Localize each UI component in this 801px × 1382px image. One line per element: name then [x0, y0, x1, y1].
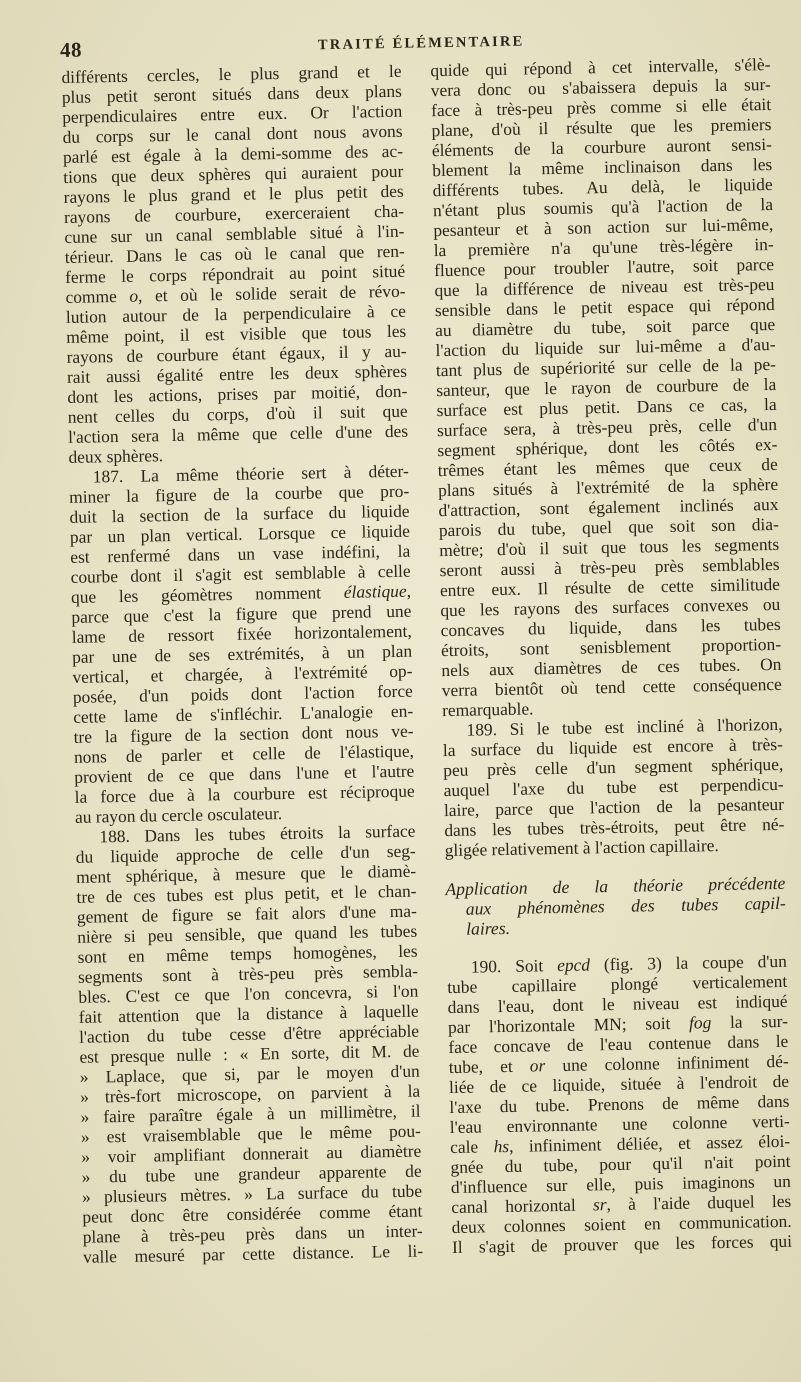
text-line: l'action sera la même que celle d'une des	[67, 420, 409, 447]
text-line: ment sphérique, à mesure que le diamè-	[75, 860, 417, 887]
text-segment: tube, et	[448, 1055, 530, 1078]
text-line: trêmes étant les mêmes que ceux de	[437, 453, 778, 481]
heading-line: Application de la théorie précédente	[445, 872, 786, 900]
text-line: éléments de la courbure auront sensi-	[431, 133, 773, 161]
text-line: que la différence de niveau est très-peu	[434, 273, 775, 301]
text-line: posée, d'un poids dont l'action force	[72, 680, 413, 707]
text-segment: , infiniment déliée, et assez éloi-	[508, 1130, 791, 1156]
page-number: 48	[59, 37, 83, 62]
text-line: concaves du liquide, dans les tubes	[440, 613, 781, 641]
text-line: plans situés à l'extrémité de la sphère	[437, 473, 779, 501]
text-line: » faire paraître égale à un millimètre, il	[80, 1100, 421, 1127]
text-line: sont en même temps homogènes, les	[77, 940, 418, 967]
text-line: 187. La même théorie sert à déter-	[92, 460, 409, 487]
heading-line: aux phénomènes des tubes capil-	[465, 892, 786, 919]
text-line: nière si peu sensible, que quand les tubes	[77, 920, 418, 947]
text-line: entre eux. Il résulte de cette similitude	[439, 573, 781, 601]
italic-text: or	[529, 1055, 546, 1076]
italic-text: epcd	[556, 954, 591, 976]
text-line: fluence pour troubler l'autre, soit parce	[433, 253, 775, 281]
text-line: différents tubes. Au delà, le liquide	[432, 173, 773, 201]
text-segment: la sur-	[711, 1010, 789, 1033]
text-line: valle mesuré par cette distance. Le li-	[82, 1240, 424, 1267]
text-line: auquel l'axe du tube est perpendicu-	[443, 773, 784, 801]
text-line: nels aux diamètres de ces tubes. On	[441, 653, 782, 681]
text-line: mètre; d'où il suit que tous les segments	[439, 533, 780, 561]
text-line: sensible dans le petit espace qui répond	[434, 293, 775, 321]
text-segment: 190. Soit	[470, 955, 558, 977]
text-line: térieur. Dans le cas où le canal que ren-	[64, 240, 405, 267]
text-line: laire, parce que l'action de la pesanteur	[443, 793, 785, 821]
text-line: tre la figure de la section dont nous ve-	[73, 720, 414, 747]
running-title: TRAITÉ ÉLÉMENTAIRE	[317, 33, 525, 54]
text-line: rayons le plus grand et le plus petit des	[63, 180, 404, 207]
paragraph	[61, 61, 408, 467]
italic-text: élastique	[343, 580, 407, 602]
text-segment: une colonne infiniment dé-	[545, 1050, 789, 1076]
text-line: 188. Dans les tubes étroits la surface	[99, 820, 416, 847]
text-line: vera donc ou s'abaissera depuis la sur-	[430, 73, 771, 101]
text-line: parlé est égale à la demi-somme des ac-	[62, 140, 404, 167]
text-line: dont les actions, prises par moitié, don-	[67, 380, 408, 407]
text-line: tions que deux sphères qui auraient pour	[63, 160, 404, 187]
text-segment: canal horizontal	[451, 1194, 594, 1218]
text-line: rait aussi égalité entre les deux sphères	[66, 360, 408, 387]
text-line: bles. C'est ce que l'on concevra, si l'on	[78, 980, 419, 1007]
text-line: segment sphérique, dont les côtés ex-	[437, 433, 778, 461]
text-line: n'étant plus soumis qu'à l'action de la	[432, 193, 774, 221]
text-line: perpendiculaires entre eux. Or l'action	[62, 100, 403, 127]
text-line: d'attraction, sont également inclinés aux	[438, 493, 779, 521]
text-line: différents cercles, le plus grand et le	[61, 60, 402, 87]
text-line: l'axe du tube. Prenons de même dans	[449, 1090, 790, 1118]
text-line: plane, d'où il résulte que les premiers	[431, 113, 772, 141]
text-line: parois du tube, quel que soit son dia-	[438, 513, 779, 541]
italic-text: hs	[493, 1135, 510, 1157]
text-line: deux sphères.	[68, 445, 164, 467]
text-line: nent celles du corps, d'où il suit que	[67, 400, 408, 427]
text-line: la première n'a qu'une très-légère in-	[433, 233, 774, 261]
text-line: lution autour de la perpendiculaire à ce	[65, 300, 407, 327]
text-line: Il s'agit de prouver que les forces qui	[451, 1230, 793, 1258]
text-segment: , et où le solide serait de révo-	[137, 280, 406, 306]
text-line: ferme le corps répondrait au point situé	[64, 260, 406, 287]
text-line: du liquide approche de celle d'un seg-	[75, 840, 416, 867]
text-line: » du tube une grandeur apparente de	[81, 1160, 422, 1187]
text-line: au diamètre du tube, soit parce que	[435, 313, 776, 341]
text-line: duit la section de la surface du liquide	[69, 500, 410, 527]
paragraph	[430, 54, 782, 720]
text-line: par une de ses extrémités, à un plan	[71, 640, 413, 667]
text-line: tant plus de supériorité sur celle de la pe-	[435, 353, 777, 381]
text-line: blement la même inclinaison dans les	[432, 153, 773, 181]
left-paragraphs	[61, 61, 423, 1267]
left-column	[61, 61, 423, 1267]
text-line: quide qui répond à cet intervalle, s'élè-	[430, 53, 771, 81]
italic-text: o	[129, 285, 139, 306]
section-heading	[445, 873, 786, 939]
right-paragraphs-after	[447, 951, 792, 1257]
text-line: l'eau environnante une colonne verti-	[449, 1110, 790, 1138]
text-line: par un plan vertical. Lorsque ce liquide	[69, 520, 411, 547]
text-line: » Laplace, que si, par le moyen d'un	[79, 1060, 420, 1087]
text-line: gligée relativement à l'action capillaire.	[444, 835, 719, 861]
text-line: pesanteur et à son action sur lui-même,	[433, 213, 774, 241]
text-line: miner la figure de la courbe que pro-	[69, 480, 410, 507]
text-line: surface sera, à très-peu près, celle d'un	[436, 413, 778, 441]
text-line: l'action du tube cesse d'être appréciable	[78, 1020, 420, 1047]
text-line: dans l'eau, dont le niveau est indiqué	[447, 990, 788, 1018]
right-paragraphs	[430, 54, 785, 860]
text-line: tre de ces tubes est plus petit, et le chan-	[76, 880, 417, 907]
text-segment: ,	[406, 580, 412, 601]
text-segment: que les géomètres nomment	[70, 581, 345, 607]
text-line: est renfermé dans un vase indéfini, la	[70, 540, 411, 567]
text-line: segments sont à très-peu près sembla-	[77, 960, 419, 987]
text-line: deux colonnes soient en communication.	[451, 1210, 792, 1238]
text-line: plus petit seront situés dans deux plans	[61, 80, 402, 107]
text-line: peu près celle d'un segment sphérique,	[443, 753, 784, 781]
text-line: cune sur un canal semblable situé à l'in-	[64, 220, 405, 247]
text-line: remarquable.	[441, 698, 534, 721]
text-line: santeur, que le rayon de courbure de la	[436, 373, 777, 401]
text-segment: comme	[65, 285, 130, 307]
text-line: verra bientôt où tend cette conséquence	[441, 673, 782, 701]
text-line: que les rayons des surfaces convexes ou	[440, 593, 781, 621]
text-line: » est vraisemblable que le même pou-	[80, 1120, 422, 1147]
text-line: courbe dont il s'agit est semblable à celle	[70, 560, 411, 587]
text-segment: (fig. 3) la coupe d'un	[589, 950, 787, 975]
text-line: l'action du liquide sur lui-même a d'au-	[435, 333, 776, 361]
text-segment: cale	[449, 1136, 494, 1158]
text-line: la surface du liquide est encore à très-	[442, 733, 784, 761]
text-line: provient de ce que dans l'une et l'autre	[74, 760, 415, 787]
text-line: au rayon du cercle osculateur.	[74, 803, 283, 827]
text-line: » très-fort microscope, on parvient à la	[80, 1080, 421, 1107]
text-line: face concave de l'eau contenue dans le	[448, 1030, 789, 1058]
text-line: » voir amplifiant donnerait au diamètre	[81, 1140, 422, 1167]
text-line: du corps sur le canal dont nous avons	[62, 120, 403, 147]
text-line: vertical, et chargée, à l'extrémité op-	[72, 660, 413, 687]
text-line: surface est plus petit. Dans ce cas, la	[436, 393, 777, 421]
heading-line: laires.	[465, 917, 511, 939]
text-line: seront aussi à très-peu près semblables	[439, 553, 780, 581]
text-line: plane à très-peu près dans un inter-	[82, 1220, 423, 1247]
text-line: même point, il est visible que tous les	[66, 320, 407, 347]
text-line: est presque nulle : « En sorte, dit M. de	[79, 1040, 420, 1067]
text-line: lame de ressort fixée horizontalement,	[71, 620, 412, 647]
text-line: étroits, sont senisblement proportion-	[440, 633, 782, 661]
text-line: nons de parler et celle de l'élastique,	[73, 740, 415, 767]
italic-text: sr	[592, 1194, 607, 1215]
italic-text: fog	[688, 1012, 712, 1033]
text-line: rayons de courbure, exerceraient cha-	[63, 200, 405, 227]
text-line: peut donc être considérée comme étant	[82, 1200, 423, 1227]
text-line: liée de ce liquide, située à l'endroit de	[448, 1070, 790, 1098]
text-line: face à très-peu près comme si elle était	[430, 93, 772, 121]
text-line: rayons de courbure étant égaux, il y au-	[66, 340, 407, 367]
text-line: » plusieurs mètres. » La surface du tube	[81, 1180, 423, 1207]
text-segment: par l'horizontale MN; soit	[447, 1012, 690, 1038]
paragraph	[447, 951, 792, 1257]
paragraph	[442, 714, 785, 860]
text-line: fait attention que la distance à laquelle	[78, 1000, 419, 1027]
text-line: parce que c'est la figure que prend une	[71, 600, 412, 627]
text-segment: , à l'aide duquel les	[606, 1190, 792, 1215]
right-column	[430, 54, 792, 1257]
text-line: la force due à la courbure est réciproque	[74, 780, 415, 807]
text-line: gnée du tube, pour qu'il n'ait point	[450, 1150, 791, 1178]
text-line: d'influence sur elle, puis imaginons un	[450, 1170, 792, 1198]
text-line: 189. Si le tube est incliné à l'horizon,	[466, 713, 783, 740]
text-line: gement de figure se fait alors d'une ma-	[76, 900, 418, 927]
paragraph	[75, 821, 423, 1267]
text-line: dans les tubes très-étroits, peut être né-	[444, 813, 785, 841]
text-line: tube capillaire plongé verticalement	[447, 970, 788, 998]
text-line: cette lame de s'infléchir. L'analogie en-	[73, 700, 414, 727]
paragraph	[69, 461, 416, 827]
